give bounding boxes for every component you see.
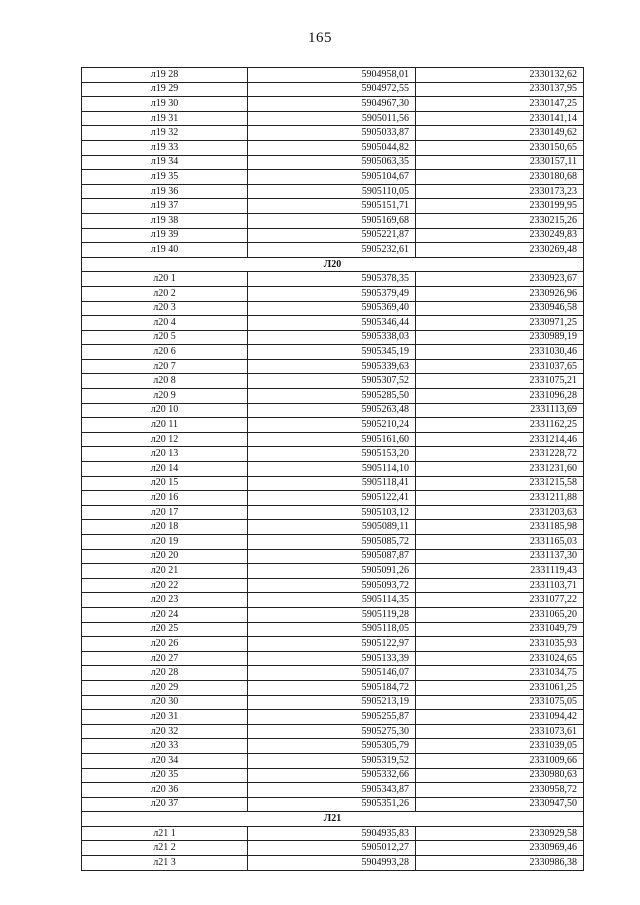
table-row xyxy=(82,82,584,97)
table-row xyxy=(82,170,584,185)
point-name-cell: л20 23 xyxy=(82,593,248,608)
table-row xyxy=(82,243,584,258)
point-name-cell: л21 2 xyxy=(82,841,248,856)
y-coordinate-cell: 2331009,66 xyxy=(416,753,584,768)
x-coordinate-cell: 5905044,82 xyxy=(248,140,416,155)
x-coordinate-cell: 5905339,63 xyxy=(248,359,416,374)
x-coordinate-cell: 5905122,41 xyxy=(248,491,416,506)
table-row xyxy=(82,505,584,520)
point-name-cell: л19 35 xyxy=(82,170,248,185)
y-coordinate-cell: 2330199,95 xyxy=(416,199,584,214)
point-name-cell: л19 37 xyxy=(82,199,248,214)
x-coordinate-cell: 5905093,72 xyxy=(248,578,416,593)
y-coordinate-cell: 2331203,63 xyxy=(416,505,584,520)
table-row xyxy=(82,286,584,301)
x-coordinate-cell: 5905351,26 xyxy=(248,797,416,812)
x-coordinate-cell: 5905118,41 xyxy=(248,476,416,491)
point-name-cell: л20 15 xyxy=(82,476,248,491)
x-coordinate-cell: 5905110,05 xyxy=(248,184,416,199)
point-name-cell: л20 7 xyxy=(82,359,248,374)
table-row xyxy=(82,607,584,622)
point-name-cell: л20 3 xyxy=(82,301,248,316)
y-coordinate-cell: 2331137,30 xyxy=(416,549,584,564)
y-coordinate-cell: 2331035,93 xyxy=(416,637,584,652)
x-coordinate-cell: 5905345,19 xyxy=(248,345,416,360)
y-coordinate-cell: 2331103,71 xyxy=(416,578,584,593)
point-name-cell: л20 1 xyxy=(82,272,248,287)
point-name-cell: л20 4 xyxy=(82,316,248,331)
x-coordinate-cell: 5905151,71 xyxy=(248,199,416,214)
table-row xyxy=(82,724,584,739)
y-coordinate-cell: 2331024,65 xyxy=(416,651,584,666)
point-name-cell: л20 16 xyxy=(82,491,248,506)
point-name-cell: л20 18 xyxy=(82,520,248,535)
y-coordinate-cell: 2331211,88 xyxy=(416,491,584,506)
y-coordinate-cell: 2330141,14 xyxy=(416,111,584,126)
y-coordinate-cell: 2330947,50 xyxy=(416,797,584,812)
x-coordinate-cell: 5905161,60 xyxy=(248,432,416,447)
y-coordinate-cell: 2331096,28 xyxy=(416,389,584,404)
y-coordinate-cell: 2331075,21 xyxy=(416,374,584,389)
x-coordinate-cell: 5905169,68 xyxy=(248,213,416,228)
x-coordinate-cell: 5905063,35 xyxy=(248,155,416,170)
point-name-cell: л19 33 xyxy=(82,140,248,155)
y-coordinate-cell: 2330923,67 xyxy=(416,272,584,287)
x-coordinate-cell: 5905089,11 xyxy=(248,520,416,535)
x-coordinate-cell: 5905338,03 xyxy=(248,330,416,345)
point-name-cell: л19 39 xyxy=(82,228,248,243)
point-name-cell: л20 20 xyxy=(82,549,248,564)
table-row xyxy=(82,199,584,214)
table-row xyxy=(82,359,584,374)
table-row xyxy=(82,126,584,141)
x-coordinate-cell: 5905114,10 xyxy=(248,462,416,477)
x-coordinate-cell: 5905085,72 xyxy=(248,535,416,550)
y-coordinate-cell: 2330147,25 xyxy=(416,97,584,112)
table-row xyxy=(82,622,584,637)
table-row xyxy=(82,841,584,856)
y-coordinate-cell: 2331165,03 xyxy=(416,535,584,550)
point-name-cell: л19 36 xyxy=(82,184,248,199)
table-row xyxy=(82,535,584,550)
x-coordinate-cell: 5905305,79 xyxy=(248,739,416,754)
table-row xyxy=(82,68,584,83)
y-coordinate-cell: 2330150,65 xyxy=(416,140,584,155)
point-name-cell: л20 22 xyxy=(82,578,248,593)
point-name-cell: л20 31 xyxy=(82,710,248,725)
x-coordinate-cell: 5905118,05 xyxy=(248,622,416,637)
point-name-cell: л19 38 xyxy=(82,213,248,228)
x-coordinate-cell: 5905378,35 xyxy=(248,272,416,287)
table-row xyxy=(82,476,584,491)
table-row xyxy=(82,330,584,345)
y-coordinate-cell: 2331231,60 xyxy=(416,462,584,477)
x-coordinate-cell: 5905104,67 xyxy=(248,170,416,185)
x-coordinate-cell: 5905285,50 xyxy=(248,389,416,404)
x-coordinate-cell: 5905319,52 xyxy=(248,753,416,768)
point-name-cell: л20 34 xyxy=(82,753,248,768)
point-name-cell: л19 34 xyxy=(82,155,248,170)
page-number: 165 xyxy=(308,30,332,46)
y-coordinate-cell: 2330946,58 xyxy=(416,301,584,316)
x-coordinate-cell: 5905122,97 xyxy=(248,637,416,652)
x-coordinate-cell: 5904993,28 xyxy=(248,856,416,871)
table-row xyxy=(82,389,584,404)
section-title: Л20 xyxy=(82,257,584,272)
table-row xyxy=(82,184,584,199)
table-row xyxy=(82,301,584,316)
point-name-cell: л19 40 xyxy=(82,243,248,258)
y-coordinate-cell: 2331065,20 xyxy=(416,607,584,622)
y-coordinate-cell: 2330269,48 xyxy=(416,243,584,258)
table-row xyxy=(82,783,584,798)
point-name-cell: л20 25 xyxy=(82,622,248,637)
table-row xyxy=(82,140,584,155)
y-coordinate-cell: 2331228,72 xyxy=(416,447,584,462)
table-row xyxy=(82,403,584,418)
y-coordinate-cell: 2330157,11 xyxy=(416,155,584,170)
coordinates-table xyxy=(81,67,584,871)
x-coordinate-cell: 5905103,12 xyxy=(248,505,416,520)
table-row xyxy=(82,826,584,841)
table-row xyxy=(82,520,584,535)
y-coordinate-cell: 2331162,25 xyxy=(416,418,584,433)
table-row xyxy=(82,213,584,228)
table-row xyxy=(82,432,584,447)
table-row xyxy=(82,447,584,462)
point-name-cell: л20 32 xyxy=(82,724,248,739)
y-coordinate-cell: 2331094,42 xyxy=(416,710,584,725)
point-name-cell: л20 28 xyxy=(82,666,248,681)
point-name-cell: л20 13 xyxy=(82,447,248,462)
table-row xyxy=(82,797,584,812)
x-coordinate-cell: 5905255,87 xyxy=(248,710,416,725)
y-coordinate-cell: 2331185,98 xyxy=(416,520,584,535)
point-name-cell: л20 24 xyxy=(82,607,248,622)
y-coordinate-cell: 2330969,46 xyxy=(416,841,584,856)
table-row xyxy=(82,345,584,360)
section-header-row xyxy=(82,257,584,272)
y-coordinate-cell: 2331049,79 xyxy=(416,622,584,637)
point-name-cell: л20 9 xyxy=(82,389,248,404)
table-row xyxy=(82,666,584,681)
point-name-cell: л20 29 xyxy=(82,680,248,695)
point-name-cell: л20 37 xyxy=(82,797,248,812)
point-name-cell: л20 8 xyxy=(82,374,248,389)
y-coordinate-cell: 2331034,75 xyxy=(416,666,584,681)
point-name-cell: л19 31 xyxy=(82,111,248,126)
x-coordinate-cell: 5905379,49 xyxy=(248,286,416,301)
point-name-cell: л20 30 xyxy=(82,695,248,710)
point-name-cell: л19 28 xyxy=(82,68,248,83)
x-coordinate-cell: 5905263,48 xyxy=(248,403,416,418)
table-row xyxy=(82,111,584,126)
y-coordinate-cell: 2330958,72 xyxy=(416,783,584,798)
table-row xyxy=(82,462,584,477)
table-row xyxy=(82,753,584,768)
point-name-cell: л19 29 xyxy=(82,82,248,97)
x-coordinate-cell: 5905213,19 xyxy=(248,695,416,710)
point-name-cell: л20 36 xyxy=(82,783,248,798)
point-name-cell: л20 5 xyxy=(82,330,248,345)
point-name-cell: л20 6 xyxy=(82,345,248,360)
x-coordinate-cell: 5905091,26 xyxy=(248,564,416,579)
x-coordinate-cell: 5905012,27 xyxy=(248,841,416,856)
table-row xyxy=(82,272,584,287)
point-name-cell: л20 14 xyxy=(82,462,248,477)
point-name-cell: л20 17 xyxy=(82,505,248,520)
x-coordinate-cell: 5905011,56 xyxy=(248,111,416,126)
y-coordinate-cell: 2330173,23 xyxy=(416,184,584,199)
y-coordinate-cell: 2330249,83 xyxy=(416,228,584,243)
x-coordinate-cell: 5905087,87 xyxy=(248,549,416,564)
point-name-cell: л20 2 xyxy=(82,286,248,301)
x-coordinate-cell: 5905221,87 xyxy=(248,228,416,243)
y-coordinate-cell: 2330149,62 xyxy=(416,126,584,141)
point-name-cell: л21 1 xyxy=(82,826,248,841)
table-row xyxy=(82,768,584,783)
table-row xyxy=(82,418,584,433)
y-coordinate-cell: 2331113,69 xyxy=(416,403,584,418)
table-row xyxy=(82,316,584,331)
y-coordinate-cell: 2330929,58 xyxy=(416,826,584,841)
point-name-cell: л20 11 xyxy=(82,418,248,433)
table-row xyxy=(82,491,584,506)
table-row xyxy=(82,593,584,608)
y-coordinate-cell: 2331119,43 xyxy=(416,564,584,579)
section-title: Л21 xyxy=(82,812,584,827)
x-coordinate-cell: 5905343,87 xyxy=(248,783,416,798)
y-coordinate-cell: 2330132,62 xyxy=(416,68,584,83)
x-coordinate-cell: 5905114,35 xyxy=(248,593,416,608)
point-name-cell: л19 32 xyxy=(82,126,248,141)
table-row xyxy=(82,97,584,112)
y-coordinate-cell: 2331215,58 xyxy=(416,476,584,491)
x-coordinate-cell: 5904967,30 xyxy=(248,97,416,112)
y-coordinate-cell: 2330137,95 xyxy=(416,82,584,97)
x-coordinate-cell: 5905146,07 xyxy=(248,666,416,681)
x-coordinate-cell: 5905346,44 xyxy=(248,316,416,331)
table-row xyxy=(82,155,584,170)
x-coordinate-cell: 5905153,20 xyxy=(248,447,416,462)
table-row xyxy=(82,228,584,243)
y-coordinate-cell: 2331039,05 xyxy=(416,739,584,754)
point-name-cell: л20 19 xyxy=(82,535,248,550)
point-name-cell: л20 27 xyxy=(82,651,248,666)
y-coordinate-cell: 2330980,63 xyxy=(416,768,584,783)
table-row xyxy=(82,856,584,871)
x-coordinate-cell: 5905133,39 xyxy=(248,651,416,666)
x-coordinate-cell: 5905307,52 xyxy=(248,374,416,389)
x-coordinate-cell: 5905033,87 xyxy=(248,126,416,141)
x-coordinate-cell: 5905369,40 xyxy=(248,301,416,316)
table-row xyxy=(82,710,584,725)
y-coordinate-cell: 2331214,46 xyxy=(416,432,584,447)
y-coordinate-cell: 2330989,19 xyxy=(416,330,584,345)
y-coordinate-cell: 2330971,25 xyxy=(416,316,584,331)
y-coordinate-cell: 2331075,05 xyxy=(416,695,584,710)
table-row xyxy=(82,374,584,389)
table-row xyxy=(82,564,584,579)
coordinates-table-body xyxy=(82,68,584,871)
y-coordinate-cell: 2331077,22 xyxy=(416,593,584,608)
x-coordinate-cell: 5905275,30 xyxy=(248,724,416,739)
y-coordinate-cell: 2331030,46 xyxy=(416,345,584,360)
table-row xyxy=(82,680,584,695)
x-coordinate-cell: 5904935,83 xyxy=(248,826,416,841)
point-name-cell: л20 26 xyxy=(82,637,248,652)
table-row xyxy=(82,578,584,593)
x-coordinate-cell: 5905232,61 xyxy=(248,243,416,258)
y-coordinate-cell: 2331037,65 xyxy=(416,359,584,374)
table-row xyxy=(82,739,584,754)
y-coordinate-cell: 2330180,68 xyxy=(416,170,584,185)
x-coordinate-cell: 5904958,01 xyxy=(248,68,416,83)
table-row xyxy=(82,637,584,652)
point-name-cell: л20 33 xyxy=(82,739,248,754)
y-coordinate-cell: 2330215,26 xyxy=(416,213,584,228)
y-coordinate-cell: 2330986,38 xyxy=(416,856,584,871)
x-coordinate-cell: 5905332,66 xyxy=(248,768,416,783)
x-coordinate-cell: 5905184,72 xyxy=(248,680,416,695)
point-name-cell: л20 21 xyxy=(82,564,248,579)
point-name-cell: л20 10 xyxy=(82,403,248,418)
table-row xyxy=(82,549,584,564)
table-row xyxy=(82,651,584,666)
x-coordinate-cell: 5904972,55 xyxy=(248,82,416,97)
x-coordinate-cell: 5905210,24 xyxy=(248,418,416,433)
point-name-cell: л19 30 xyxy=(82,97,248,112)
y-coordinate-cell: 2331073,61 xyxy=(416,724,584,739)
point-name-cell: л20 12 xyxy=(82,432,248,447)
y-coordinate-cell: 2331061,25 xyxy=(416,680,584,695)
section-header-row xyxy=(82,812,584,827)
x-coordinate-cell: 5905119,28 xyxy=(248,607,416,622)
y-coordinate-cell: 2330926,96 xyxy=(416,286,584,301)
table-row xyxy=(82,695,584,710)
point-name-cell: л21 3 xyxy=(82,856,248,871)
point-name-cell: л20 35 xyxy=(82,768,248,783)
